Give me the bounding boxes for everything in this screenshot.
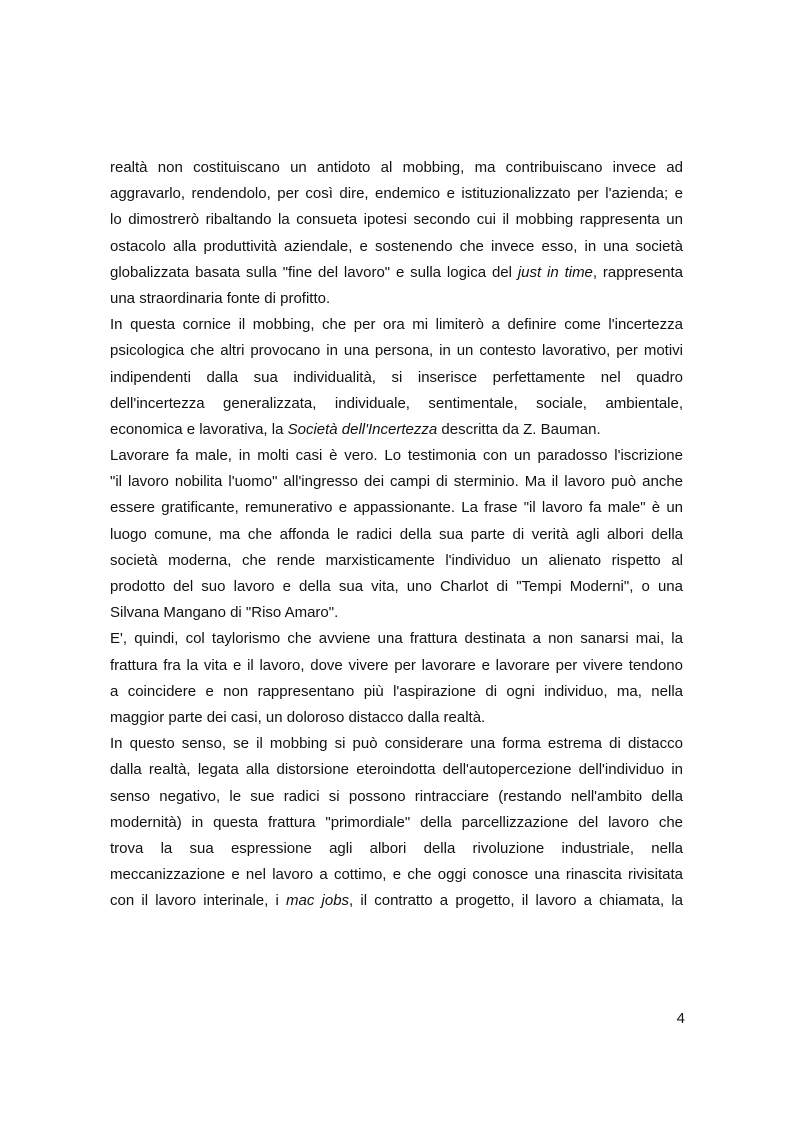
text-line: realtà non costituiscano un antidoto al mobbing, ma contribuiscano invece ad — [110, 159, 683, 176]
text-line: maggior parte dei casi, un doloroso distacco dalla realtà. — [110, 708, 486, 726]
text-line: società moderna, che rende marxisticamente l'individuo un alienato rispetto al — [110, 551, 683, 569]
italic-term: Società dell'Incertezza — [287, 420, 438, 438]
text-line: trova la sua espressione agli albori della rivoluzione industriale, nella — [110, 839, 683, 857]
body-text — [110, 155, 683, 914]
text-line: aggravarlo, rendendolo, per così dire, endemico e istituzionalizzato per l'azienda; e — [110, 185, 683, 203]
page-number: 4 — [676, 1010, 685, 1027]
text-line: modernità) in questa frattura "primordiale" della parcellizzazione del lavoro che — [110, 813, 683, 831]
italic-term: just in time — [517, 263, 593, 281]
text-line: "il lavoro nobilita l'uomo" all'ingresso dei campi di sterminio. Ma il lavoro può anche — [110, 473, 683, 491]
text-line: a coincidere e non rappresentano più l'aspirazione di ogni individuo, ma, nella — [110, 682, 683, 700]
text-line: con il lavoro interinale, i mac jobs, il contratto a progetto, il lavoro a chiamata, la — [110, 892, 683, 910]
text-line: indipendenti dalla sua individualità, si inserisce perfettamente nel quadro — [110, 368, 683, 386]
text-line: Lavorare fa male, in molti casi è vero. Lo testimonia con un paradosso l'iscrizione — [110, 447, 683, 465]
italic-term: mac jobs — [286, 892, 350, 910]
text-line: ostacolo alla produttività aziendale, e sostenendo che invece esso, in una società — [110, 237, 683, 255]
text-line: Silvana Mangano di "Riso Amaro". — [110, 604, 339, 622]
text-line: essere gratificante, remunerativo e appassionante. La frase "il lavoro fa male" è un — [110, 499, 683, 517]
text-line: In questa cornice il mobbing, che per ora mi limiterò a definire come l'incertezza — [110, 316, 683, 334]
text-line: globalizzata basata sulla "fine del lavoro" e sulla logica del just in time, rappresenta — [110, 263, 683, 281]
text-line: economica e lavorativa, la Società dell'Incertezza descritta da Z. Bauman. — [110, 420, 601, 438]
text-line: una straordinaria fonte di profitto. — [110, 289, 331, 307]
text-line: In questo senso, se il mobbing si può considerare una forma estrema di distacco — [110, 735, 683, 753]
text-line: luogo comune, ma che affonda le radici della sua parte di verità agli albori della — [110, 525, 683, 543]
text-line: psicologica che altri provocano in una persona, in un contesto lavorativo, per motivi — [110, 342, 683, 360]
text-line: lo dimostrerò ribaltando la consueta ipotesi secondo cui il mobbing rappresenta un — [110, 211, 683, 229]
text-line: prodotto del suo lavoro e della sua vita, uno Charlot di "Tempi Moderni", o una — [110, 578, 683, 595]
text-line: E', quindi, col taylorismo che avviene una frattura destinata a non sanarsi mai, la — [110, 630, 683, 648]
text-line: meccanizzazione e nel lavoro a cottimo, e che oggi conosce una rinascita rivisitata — [110, 866, 683, 884]
text-line: senso negativo, le sue radici si possono rintracciare (restando nell'ambito della — [110, 787, 683, 805]
text-line: frattura fra la vita e il lavoro, dove vivere per lavorare e lavorare per vivere tendono — [110, 656, 683, 674]
text-line: dell'incertezza generalizzata, individuale, sentimentale, sociale, ambientale, — [110, 394, 683, 412]
text-line: dalla realtà, legata alla distorsione eteroindotta dell'autopercezione dell'individuo in — [110, 761, 683, 779]
